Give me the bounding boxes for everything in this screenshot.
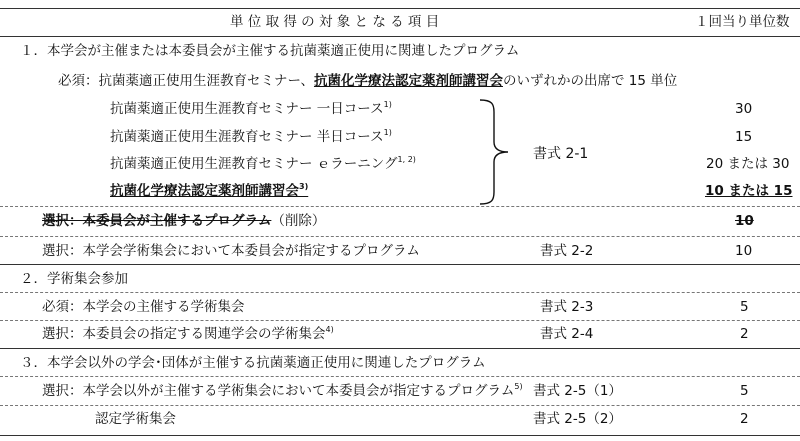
header-divider [0, 36, 800, 37]
item-units: 30 [735, 101, 753, 117]
item-units: 10 または 15 [705, 183, 793, 199]
select-row-units: 10 [735, 243, 753, 259]
section3-row-2-units: 2 [740, 411, 749, 427]
section2-row-2-label [42, 325, 334, 343]
table-bottom-border [0, 435, 800, 436]
section1-heading: １．本学会が主催または本委員会が主催する抗菌薬適正使用に関連したプログラム [20, 43, 520, 59]
section3-row-1-units: 5 [740, 383, 749, 399]
select-row-label: 選択：本学会学術集会において本委員会が指定するプログラム [42, 243, 420, 259]
row-note: 4) [325, 325, 334, 334]
deleted-suffix: （削除） [271, 213, 326, 229]
table-top-border [0, 8, 800, 9]
section-divider [0, 264, 800, 265]
section2-row-2-form: 書式 2-4 [540, 326, 594, 342]
item-row-1 [110, 100, 392, 118]
required-part3: のいずれかの出席で 15 単位 [502, 73, 678, 89]
dashed-divider [0, 292, 800, 293]
item-row-3 [110, 155, 416, 173]
dashed-divider [0, 405, 800, 406]
section-divider [0, 348, 800, 349]
row-note: 5) [514, 382, 523, 391]
item-units: 15 [735, 129, 753, 145]
dashed-divider [0, 376, 800, 377]
section3-row-1-form: 書式 2-5（1） [533, 383, 622, 399]
section2-row-1-label [42, 298, 245, 316]
section3-row-2-label: 認定学術集会 [95, 411, 176, 427]
deleted-label: 選択：本委員会が主催するプログラム [42, 213, 272, 229]
item-note: 1, 2) [397, 155, 416, 164]
section2-row-1-units: 5 [740, 299, 749, 315]
section1-required-text [58, 72, 677, 90]
item-label: 抗菌薬適正使用生涯教育セミナー ｅラーニング [110, 156, 398, 172]
row-label: 選択：本委員会の指定する関連学会の学術集会 [42, 326, 326, 342]
row-label: 必須：本学会の主催する学術集会 [42, 299, 245, 315]
section3-row-2-form: 書式 2-5（2） [533, 411, 622, 427]
section2-heading: ２．学術集会参加 [20, 271, 128, 287]
select-row-form: 書式 2-2 [540, 243, 594, 259]
header-units-column: １回当り単位数 [695, 14, 790, 30]
required-part1: 抗菌薬適正使用生涯教育セミナー、 [98, 73, 314, 89]
form-group-label: 書式 2-1 [533, 146, 589, 162]
dashed-divider [0, 206, 800, 207]
section2-row-2-units: 2 [740, 326, 749, 342]
section3-row-1-label [42, 382, 523, 400]
deleted-units: 10 [735, 213, 754, 229]
dashed-divider [0, 236, 800, 237]
row-label: 選択：本学会以外が主催する学術集会において本委員会が指定するプログラム [42, 383, 515, 399]
deleted-row [42, 212, 325, 230]
section3-heading: ３．本学会以外の学会･団体が主催する抗菌薬適正使用に関連したプログラム [20, 355, 486, 371]
item-label: 抗菌薬適正使用生涯教育セミナー 半日コース [110, 129, 384, 145]
item-row-4 [110, 182, 308, 200]
header-title: 単 位 取 得 の 対 象 と な る 項 目 [230, 14, 440, 30]
item-note: 1) [383, 100, 392, 109]
required-prefix: 必須： [58, 73, 99, 89]
item-note: 1) [383, 128, 392, 137]
dashed-divider [0, 320, 800, 321]
item-units: 20 または 30 [706, 156, 790, 172]
item-label: 抗菌薬適正使用生涯教育セミナー 一日コース [110, 101, 384, 117]
item-note: 3) [299, 182, 309, 191]
item-row-2 [110, 128, 392, 146]
right-brace-icon [478, 98, 518, 206]
item-label: 抗菌化学療法認定薬剤師講習会 [110, 183, 299, 199]
required-part2: 抗菌化学療法認定薬剤師講習会 [313, 73, 503, 89]
section2-row-1-form: 書式 2-3 [540, 299, 594, 315]
